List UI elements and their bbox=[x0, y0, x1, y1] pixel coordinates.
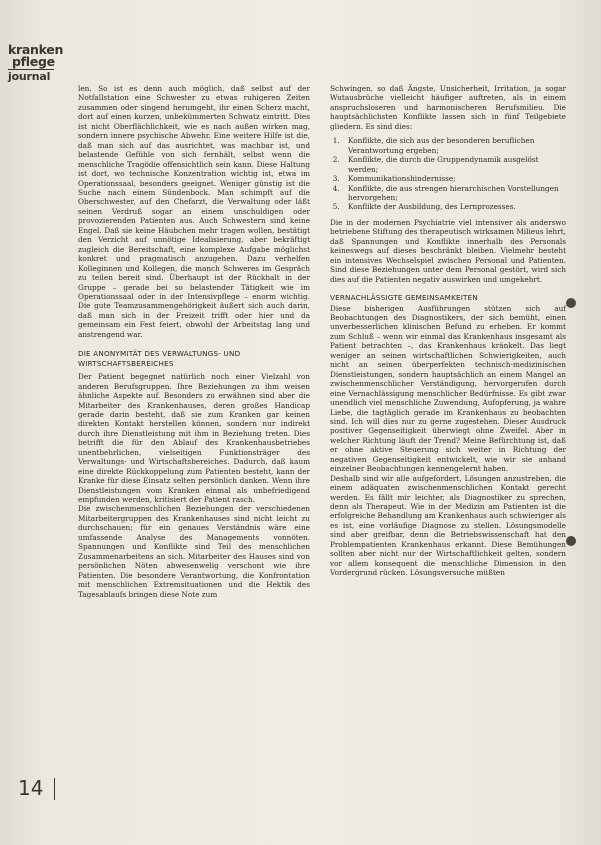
page-number-rule bbox=[54, 778, 55, 800]
conflict-item: 3. Kommunikationshindernisse; bbox=[342, 174, 566, 183]
conflict-item: 2. Konflikte, die durch die Gruppendynamik ausgelöst werden; bbox=[342, 155, 566, 174]
logo-word-journal: journal bbox=[8, 70, 51, 83]
right-paragraph-3: Diese bisherigen Ausführungen stützen sich auf Beobachtungen des Diagnostikers, der sich bemüht, einen unverbesserlichen klinischen Befund zu erheben. Er kommt zum Schluß – wenn wir einmal das Krankenhaus insgesamt als Patient betrachten –, das Krankenhaus kränkelt. Das liegt weniger an seinen wirtschaftlichen Schwierigkeiten, auch nicht an seinen überperfekten technisch-medizinischen Dienstleistungen, sondern hauptsächlich an einem Mangel an zwischenmenschlicher Verständigung, hervorgerufen durch eine Vernachlässigung menschlicher Bedürfnisse. Es gibt zwar unendlich viel menschliche Zuwendung, Aufopferung, ja wahre Liebe, die tagtäglich gerade im Krankenhaus zu beobachten sind. Ich will dies nur zu gerne zugestehen. Dieser Ausdruck positiver Gegenseitigkeit überwiegt ohne Zweifel. Aber in welcher Richtung läuft der Trend? Meine Befürchtung ist, daß er ohne aktive Steuerung sich weiter in Richtung der negativen Gegenseitigkeit entwickelt, wie wir sie anhand einzelner Beobachtungen kennengelernt haben. bbox=[330, 303, 566, 474]
conflict-item: 1. Konflikte, die sich aus der besonderen beruflichen Verantwortung ergeben; bbox=[342, 136, 566, 155]
section-heading-anonymity: DIE ANONYMITÄT DES VERWALTUNGS- UND WIRTSCHAFTSBEREICHES bbox=[78, 349, 241, 368]
conflict-item: 5. Konflikte der Ausbildung, des Lernprozesses. bbox=[342, 202, 566, 211]
left-column bbox=[78, 84, 310, 599]
binder-hole bbox=[566, 536, 576, 546]
section-heading-commonalities: VERNACHLÄSSIGTE GEMEINSAMKEITEN bbox=[330, 293, 478, 303]
left-paragraph-2: Der Patient begegnet natürlich noch einer Vielzahl von anderen Berufsgruppen. Ihre Beziehungen zu ihm weisen ähnliche Aspekte auf. Besonders zu erwähnen sind aber die Mitarbeiter des Krankenhauses, deren großes Handicap gerade darin besteht, daß sie zum Kranken gar keinen direkten Kontakt herstellen können, sondern nur indirekt durch ihre Dienstleistung mit ihm in Beziehung treten. Dies betrifft die für den Ablauf des Krankenhausbetriebes unentbehrlichen, vielseitigen Funktionsträger des Verwaltungs- und Wirtschaftsbereiches. Dadurch, daß kaum eine direkte Rückkoppelung zum Patienten besteht, kann der Kranke für diese Einsatz selten persönlich danken. Wenn ihre Dienstleistungen vom Kranken einmal als unbefriedigend empfunden werden, kritisiert der Patient rasch. bbox=[78, 372, 310, 505]
binder-hole bbox=[566, 298, 576, 308]
conflict-item: 4. Konflikte, die aus strengen hierarchischen Vorstellungen hervorgehen; bbox=[342, 184, 566, 203]
right-paragraph-1: Schwingen, so daß Ängste, Unsicherheit, Irritation, ja sogar Wutausbrüche vielleicht häufiger auftreten, als in einem anspruchsloseren und harmonischeren Berufsmilieu. Die hauptsächlichsten Konflikte lassen sich in fünf Teilgebiete gliedern. Es sind dies: bbox=[330, 84, 566, 131]
right-column bbox=[330, 84, 566, 578]
page-number: 14 bbox=[18, 776, 44, 800]
journal-logo bbox=[8, 44, 70, 83]
logo-word-pflege: pflege bbox=[12, 54, 55, 69]
conflict-list bbox=[330, 136, 566, 212]
logo-word-kranken: kranken bbox=[8, 42, 64, 57]
right-paragraph-4: Deshalb sind wir alle aufgefordert, Lösungen anzustreben, die einem adäquaten zwischenmenschlichen Kontakt gerecht werden. Es fällt mir leichter, als Diagnostiker zu sprechen, denn als Therapeut. Wie in der Medizin am Patienten ist die erfolgreiche Behandlung am Krankenhaus auch schwieriger als es ist, eine vorläufige Diagnose zu stellen. Lösungsmodelle sind aber greifbar, denn die Betriebswissenschaft hat den Problempatienten Krankenhaus erkannt. Diese Bemühungen sollten aber nicht nur der Wirtschaftlichkeit gelten, sondern vor allem konsequent die menschliche Dimension in den Vordergrund rücken. Lösungsversuche müßten bbox=[330, 473, 566, 578]
left-paragraph-1: len. So ist es denn auch möglich, daß selbst auf der Notfallstation eine Schwester zu etwas ruhigeren Zeiten zusammen oder singend herumgeht, ihr einen Scherz macht, dort auf einen kurzen, unbekümmerten Schwatz eintritt. Dies ist nicht Oberflächlichkeit, wie es nach außen wirken mag, sondern innere psychische Abwehr. Eine weitere Hilfe ist die, daß man sich auf das ausrichtet, was machbar ist, und belastende Gefühle von sich fernhält, selbst wenn die menschliche Tragödie offensichtlich sein kann. Diese Haltung ist dort, wo technische Konzentration wichtig ist, etwa im Operationssaal, besonders geeignet. Weniger günstig ist die Suche nach einem Sündenbock. Man schimpft auf die Oberschwester, auf den Chefarzt, die Verwaltung oder läßt seinen Verdruß sogar an einem unschuldigen oder provozierenden Patienten aus. Auch Schwestern sind keine Engel. Daß sie keine Häubchen mehr tragen wollen, bestätigt den Verzicht auf unnötige Idealisierung, aber bekräftigt zugleich die Bereitschaft, eine komplexe Aufgabe möglichst konkret und pragmatisch anzugehen. Dazu verhelfen Kolleginnen und Kollegen, die manch Schweres im Gespräch zu teilen bereit sind. Überhaupt ist der Rückhalt in der Gruppe – gerade bei so belastender Tätigkeit wie im Operationssaal oder in der Intensivpflege – enorm wichtig. Die gute Teamzusammengehörigkeit äußert sich auch darin, daß man sich in der Freizeit trifft oder hier und da gemeinsam ein Fest feiert, obwohl der Arbeitstag lang und anstrengend war. bbox=[78, 84, 310, 339]
left-paragraph-3: Die zwischenmenschlichen Beziehungen der verschiedenen Mitarbeitergruppen des Krankenhauses sind nicht leicht zu durchschauen; für ein genaues Verständnis wäre eine umfassende Analyse des Managements vonnöten. Spannungen und Konflikte sind Teil des menschlichen Zusammenarbeitens an sich. Mitarbeiter des Hauses sind von persönlichen Nöten abwesenwelig verschont wie ihre Patienten. Die besondere Verantwortung, die Konfrontation mit menschlichen Extremsituationen und die Hektik des Tagesablaufs bringen diese Note zum bbox=[78, 504, 310, 599]
right-paragraph-2: Die in der modernen Psychiatrie viel intensiver als anderswo betriebene Stiftung des therapeutisch wirksamen Milieus lehrt, daß Spannungen und Konflikte innerhalb des Personals keineswegs auf dieses beschränkt bleiben. Vielmehr besteht ein intensives Wechselspiel zwischen Personal und Patienten. Sind diese Beziehungen unter dem Personal gestört, wird sich dies auf die Patienten negativ auswirken und umgekehrt. bbox=[330, 217, 566, 284]
